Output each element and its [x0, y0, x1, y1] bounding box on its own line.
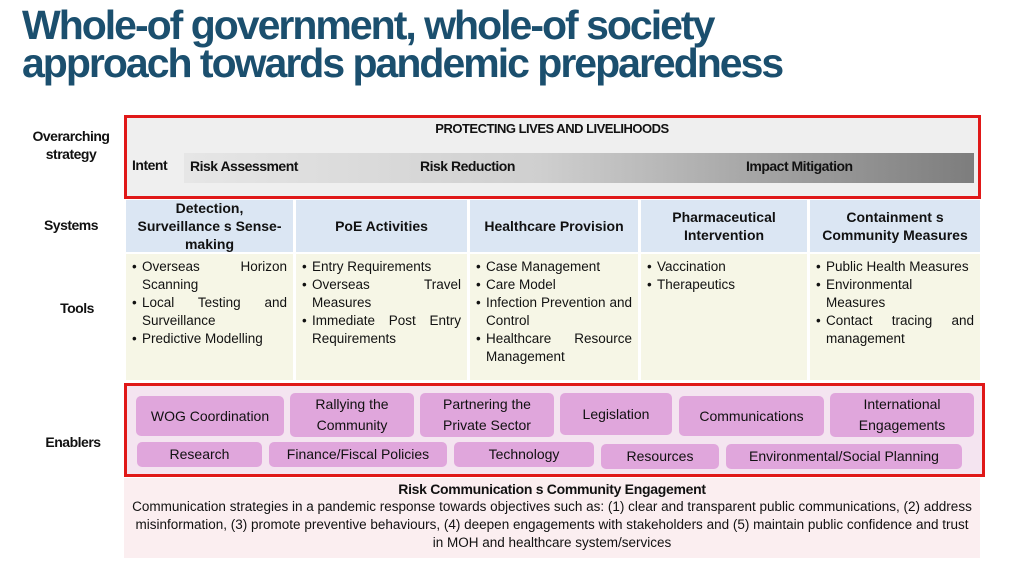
strategy-heading: PROTECTING LIVES AND LIVELIHOODS	[435, 121, 669, 136]
enabler-technology: Technology	[454, 442, 594, 467]
tool-item: • Case Management	[476, 258, 632, 276]
tools-containment	[810, 254, 980, 380]
tool-item: • Therapeutics	[647, 276, 801, 294]
tool-item: • Healthcare Resource Management	[476, 330, 632, 366]
strategy-highlight-frame	[124, 115, 981, 199]
tool-item: • Vaccination	[647, 258, 801, 276]
enabler-legislation: Legislation	[560, 393, 672, 435]
tool-item: • Public Health Measures	[816, 258, 974, 276]
stage-impact-mitigation: Impact Mitigation	[746, 158, 853, 174]
system-detection: Detection, Surveillance s Sense-making	[126, 200, 293, 252]
enabler-communications: Communications	[679, 396, 824, 436]
row-label-systems: Systems	[43, 217, 99, 233]
enabler-research: Research	[137, 442, 262, 467]
row-label-enablers: Enablers	[45, 434, 101, 450]
enabler-wog-coordination: WOG Coordination	[136, 396, 284, 436]
row-label-tools: Tools	[60, 300, 94, 316]
tool-item: • Entry Requirements	[302, 258, 461, 276]
tools-poe-activities	[296, 254, 467, 380]
tool-item: • Local Testing and Surveillance	[132, 294, 287, 330]
tool-item: • Overseas Horizon Scanning	[132, 258, 287, 294]
title-line-1: Whole-of government, whole-of society	[22, 2, 714, 48]
risk-communication-text: Communication strategies in a pandemic response towards objectives such as: (1) clear and transparent public communications, (2) address misinformation, (3) promote preventive behaviours, (4) deepen engagements with stakeholders and (5) maintain public confidence and trust in MOH and healthcare system/services	[132, 499, 972, 550]
system-healthcare-provision: Healthcare Provision	[470, 200, 638, 252]
tool-item: • Infection Prevention and Control	[476, 294, 632, 330]
row-label-strategy: Overarching strategy	[32, 128, 110, 162]
tool-item: • Care Model	[476, 276, 632, 294]
stage-risk-reduction: Risk Reduction	[420, 158, 515, 174]
enabler-rallying-community: Rallying the Community	[290, 393, 414, 437]
enabler-finance-fiscal-policies: Finance/Fiscal Policies	[269, 442, 447, 467]
tools-detection	[126, 254, 293, 380]
system-pharmaceutical-intervention: Pharmaceutical Intervention	[641, 200, 807, 252]
intent-label: Intent	[132, 157, 168, 173]
enabler-environmental-social-planning: Environmental/Social Planning	[726, 444, 962, 469]
enabler-international-engagements: International Engagements	[830, 393, 974, 437]
tools-pharmaceutical	[641, 254, 807, 380]
tool-item: • Predictive Modelling	[132, 330, 287, 348]
enabler-resources: Resources	[601, 444, 719, 469]
risk-communication-title: Risk Communication s Community Engagement	[398, 481, 706, 497]
enabler-partnering-private-sector: Partnering the Private Sector	[420, 393, 554, 437]
tools-healthcare-provision	[470, 254, 638, 380]
tool-item: • Overseas Travel Measures	[302, 276, 461, 312]
title-line-2: approach towards pandemic preparedness	[22, 40, 783, 86]
tool-item: • Immediate Post Entry Requirements	[302, 312, 461, 348]
stage-risk-assessment: Risk Assessment	[190, 158, 298, 174]
system-poe-activities: PoE Activities	[296, 200, 467, 252]
system-containment: Containment s Community Measures	[810, 200, 980, 252]
tool-item: • Environmental Measures	[816, 276, 974, 312]
tool-item: • Contact tracing and management	[816, 312, 974, 348]
page-title	[22, 2, 1012, 86]
